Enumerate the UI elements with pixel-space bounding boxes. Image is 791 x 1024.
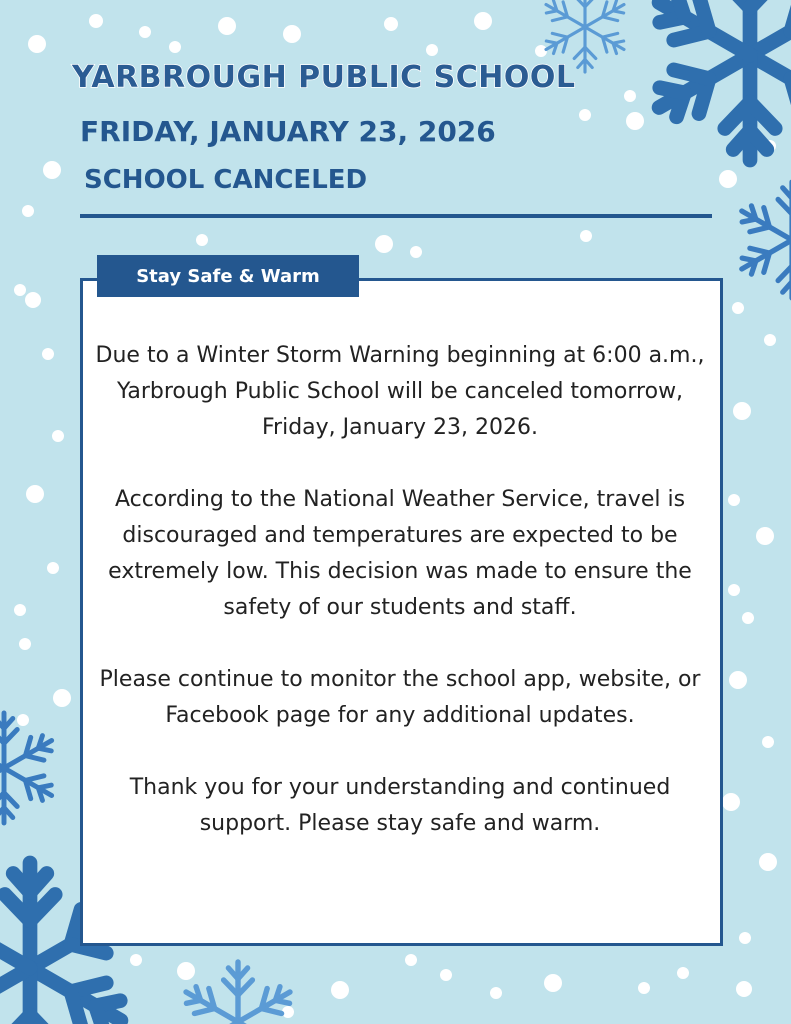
notice-paragraph: Thank you for your understanding and continued support. Please stay safe and warm. <box>129 775 671 836</box>
snowflake-icon <box>646 0 791 160</box>
notice-paragraph: Due to a Winter Storm Warning beginning at 6:00 a.m., Yarbrough Public School will be canceled tomorrow, Friday, January 23, 2026. <box>95 343 705 440</box>
notice-tab-label: Stay Safe & Warm <box>97 255 359 297</box>
snowflake-icon <box>0 713 58 823</box>
notice-body <box>90 338 710 878</box>
snowflake-icon <box>735 182 791 298</box>
closure-status: SCHOOL CANCELED <box>84 165 368 195</box>
school-name: YARBROUGH PUBLIC SCHOOL <box>72 60 576 95</box>
closure-date: FRIDAY, JANUARY 23, 2026 <box>80 115 496 148</box>
notice-paragraph: According to the National Weather Service, travel is discouraged and temperatures are expected to be extremely low. This decision was made to ensure the safety of our students and staff. <box>108 487 692 620</box>
snowflake-icon <box>179 962 297 1024</box>
notice-paragraph: Please continue to monitor the school app, website, or Facebook page for any additional updates. <box>99 667 701 728</box>
header-divider <box>80 214 712 218</box>
